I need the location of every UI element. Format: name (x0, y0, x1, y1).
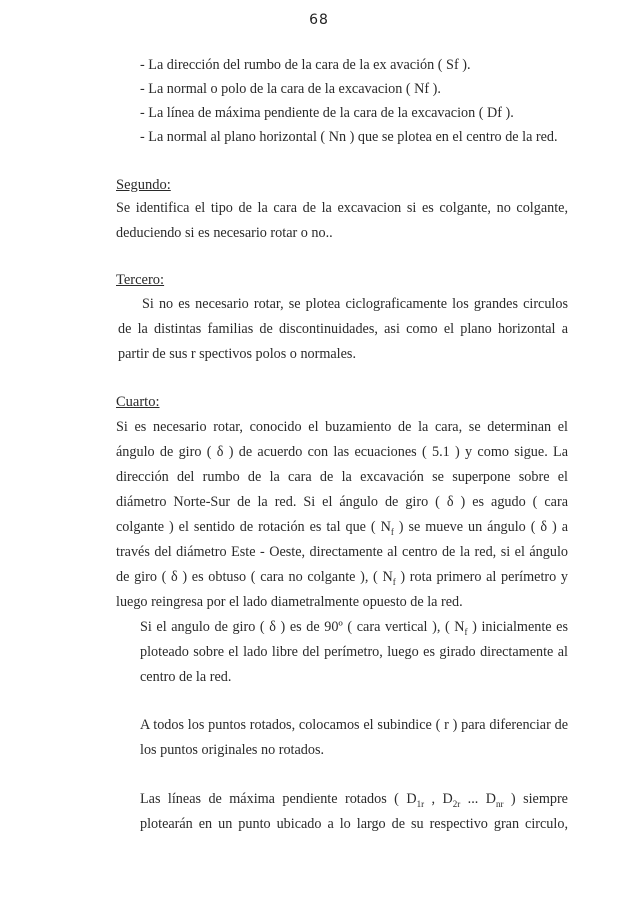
rotados-line: A todos los puntos rotados, colocamos el subindice ( r ) para diferenciar de (140, 717, 568, 733)
page-number: 68 (309, 12, 329, 28)
heading-segundo: Segundo: (116, 177, 171, 193)
rotados-line: los puntos originales no rotados. (140, 742, 325, 758)
segundo-line: Se identifica el tipo de la cara de la excavacion si es colgante, no colgante, (116, 200, 568, 216)
cuarto-line: ploteado sobre el lado libre del perímetro, luego es girado directamente al (140, 644, 568, 660)
cuarto-line: diámetro Norte-Sur de la red. Si el ángulo de giro ( δ ) es agudo ( cara (116, 494, 568, 510)
bullet-item-rumbo: - La dirección del rumbo de la cara de la ex avación ( Sf ). (140, 57, 471, 73)
tercero-line: Si no es necesario rotar, se plotea ciclograficamente los grandes circulos (142, 296, 568, 312)
bullet-item-pendiente: - La línea de máxima pendiente de la cara de la excavacion ( Df ). (140, 105, 514, 121)
cuarto-line: colgante ) el sentido de rotación es tal que ( $N_f$ ) se mueve un ángulo ( δ ) a (116, 519, 568, 537)
bullet-item-normal: - La normal o polo de la cara de la excavacion ( Nf ). (140, 81, 441, 97)
cuarto-line: dirección del rumbo de la cara de la excavación se superpone sobre el (116, 469, 568, 485)
lineas-line: Las líneas de máxima pendiente rotados ( $D_{1r}$ , $D_{2r}$ ... $D_{nr}$ ) siempre (140, 791, 568, 809)
cuarto-line: de giro ( δ ) es obtuso ( cara no colgante ), ( $N_f$ ) rota primero al perímetro y (116, 569, 568, 587)
heading-tercero: Tercero: (116, 272, 165, 288)
cuarto-line: Si el angulo de giro ( δ ) es de 90º ( cara vertical ), ( $N_f$ ) inicialmente es (140, 619, 568, 637)
cuarto-line: ángulo de giro ( δ ) de acuerdo con las ecuaciones ( 5.1 ) y como sigue. La (116, 444, 568, 460)
bullet-item-plano-horizontal: - La normal al plano horizontal ( Nn ) que se plotea en el centro de la red. (140, 129, 558, 145)
cuarto-line: través del diámetro Este - Oeste, directamente al centro de la red, si el ángulo (116, 544, 568, 560)
tercero-line: de la distintas familias de discontinuidades, asi como el plano horizontal a (118, 321, 568, 337)
cuarto-line: Si es necesario rotar, conocido el buzamiento de la cara, se determinan el (116, 419, 568, 435)
segundo-line: deduciendo si es necesario rotar o no.. (116, 225, 333, 241)
cuarto-line: luego reingresa por el lado diametralmente opuesto de la red. (116, 594, 463, 610)
cuarto-line: centro de la red. (140, 669, 232, 685)
heading-cuarto: Cuarto: (116, 394, 160, 410)
lineas-line: plotearán en un punto ubicado a lo largo de su respectivo gran circulo, (140, 816, 568, 832)
tercero-line: partir de sus r spectivos polos o normales. (118, 346, 356, 362)
